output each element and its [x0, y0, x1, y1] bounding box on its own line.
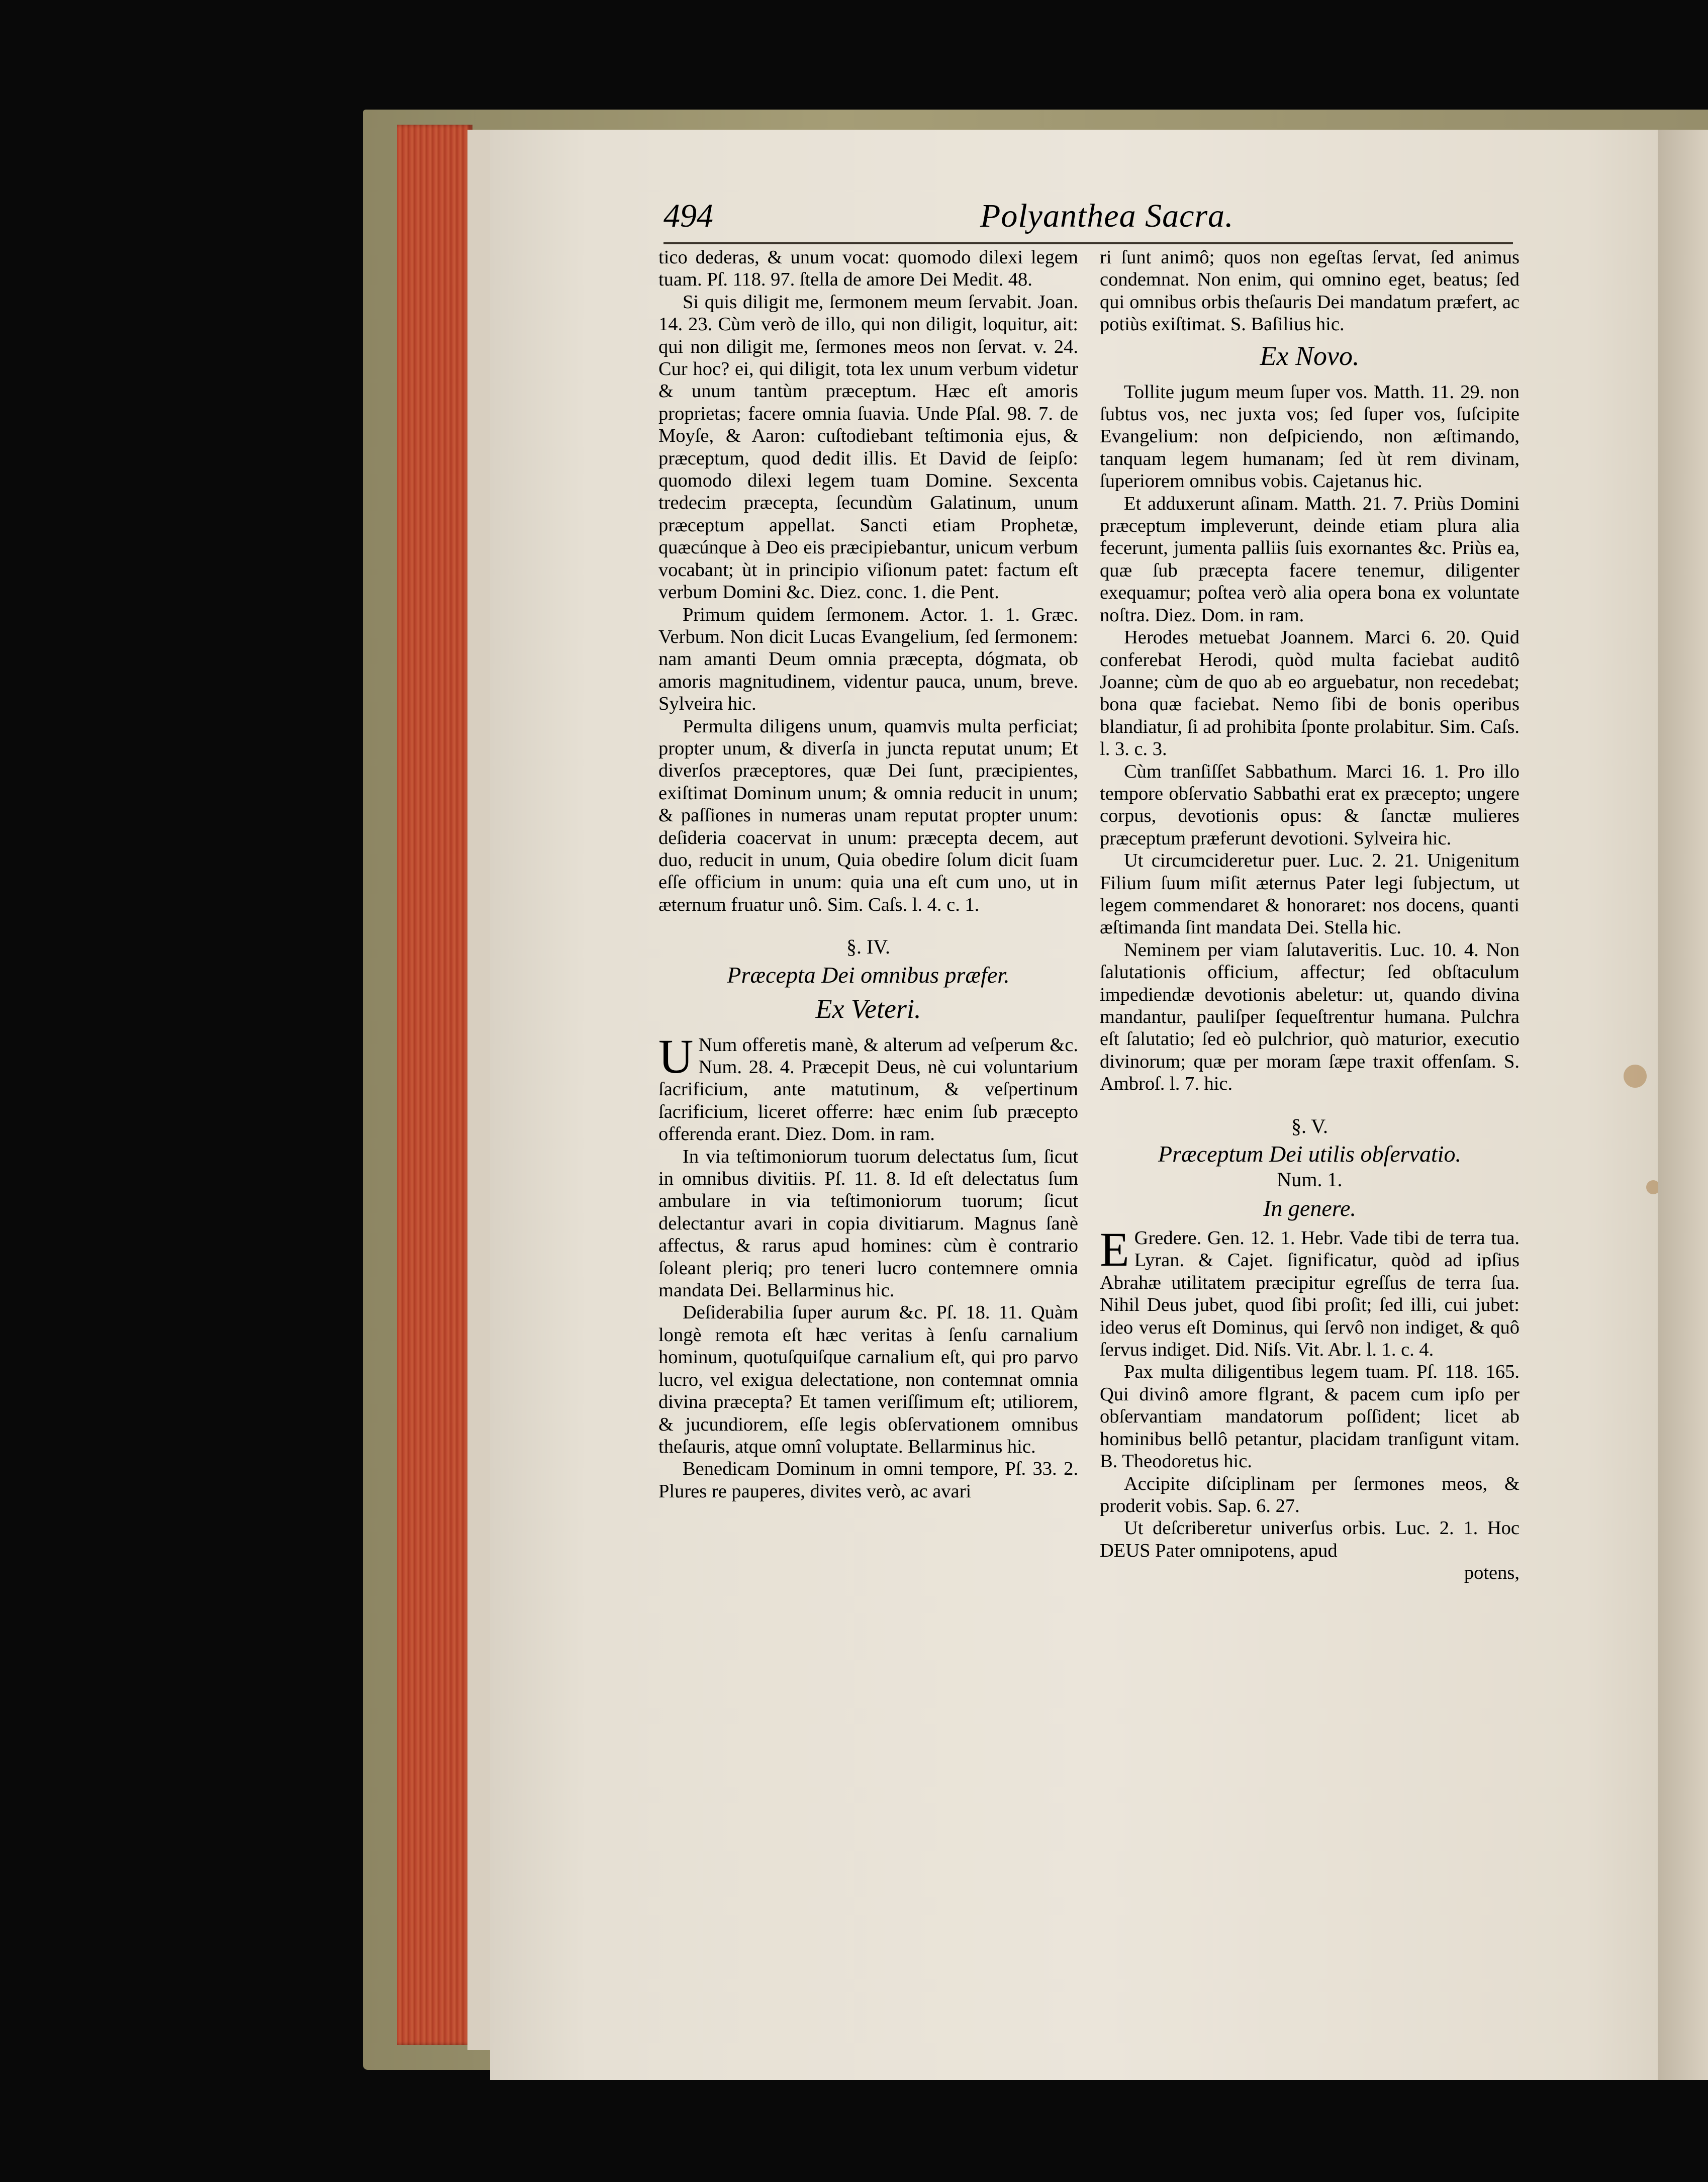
- drop-capital: U: [658, 1029, 694, 1083]
- paragraph: Et adduxerunt aſinam. Matth. 21. 7. Priùs Domini præceptum impleverunt, deinde etiam plura alia fecerunt, jumenta palliis ſuis exornantes &c. Priùs ea, quæ ſub præcepta facere tenemur, diligenter exequamur; poſtea verò alia opera bona ex voluntate noſtra. Diez. Dom. in ram.: [1100, 493, 1520, 626]
- paragraph: Pax multa diligentibus legem tuam. Pſ. 118. 165. Qui divinô amore flgrant, & pacem cum ipſo per obſervantiam mandatorum poſſident; licet ab hominibus bellô petantur, placidam tranſigunt vitam. B. Theodoretus hic.: [1100, 1361, 1520, 1472]
- paragraph-text: Num offeretis manè, & alterum ad veſperum &c. Num. 28. 4. Præcepit Deus, nè cui voluntarium ſacrificium, ante matutinum, & veſpertinum ſacrificium, liceret offerre: hæc enim ſub præcepto offerenda erant. Diez. Dom. in ram.: [658, 1034, 1078, 1145]
- drop-capital: E: [1100, 1222, 1129, 1277]
- number-label: Num. 1.: [1277, 1168, 1343, 1191]
- left-column: [658, 246, 1078, 1502]
- foxing-spot: [1624, 1065, 1647, 1088]
- paragraph: Herodes metuebat Joannem. Marci 6. 20. Quid conferebat Herodi, quòd multa faciebat auditô Joanne; cùm de quo ab eo arguebatur, non recedebat; bona quæ faciebat. Nemo ſibi de bonis operibus blandiatur, ſi ad prohibita ſponte prolabitur. Sim. Caſs. l. 3. c. 3.: [1100, 627, 1520, 760]
- catchword: potens,: [1464, 1562, 1520, 1584]
- right-column: [1100, 246, 1520, 1584]
- paragraph: Neminem per viam ſalutaveritis. Luc. 10. 4. Non ſalutationis officium, affectur; ſed obſtaculum impediendæ devotionis abeletur: ut, quando divina mandantur, pauliſper ſequeſtrentur humana. Pulchra eſt ſalutatio; ſed eò pulchrior, quò maturior, executio divinorum; quæ per moram ſæpe traxit offenſam. S. Ambroſ. l. 7. hic.: [1100, 939, 1520, 1095]
- paragraph: Cùm tranſiſſet Sabbathum. Marci 16. 1. Pro illo tempore obſervatio Sabbathi erat ex præcepto; ungere corpus, devotionis opus: & ſanctæ mulieres præceptum præferunt devotioni. Sylveira hic.: [1100, 761, 1520, 849]
- section-heading: Præcepta Dei omnibus præfer.: [727, 962, 1010, 988]
- section-subheading: Ex Veteri.: [815, 993, 921, 1024]
- section-mark: §. IV.: [846, 935, 891, 959]
- page-number: 494: [663, 198, 713, 234]
- section-subheading: Ex Novo.: [1260, 340, 1360, 371]
- paragraph: ri ſunt animô; quos non egeſtas ſervat, ſed animus condemnat. Non enim, qui omnino eget, beatus; ſed qui omnibus orbis theſauris Dei mandatum præfert, ac potiùs exiſtimat. S. Baſilius hic.: [1100, 247, 1520, 335]
- paragraph: tico dederas, & unum vocat: quomodo dilexi legem tuam. Pſ. 118. 97. ſtella de amore Dei Medit. 48.: [658, 247, 1078, 291]
- header-rule: [663, 242, 1513, 244]
- page-edges: [397, 125, 472, 2045]
- paragraph: [1100, 1222, 1520, 1361]
- section-mark: §. V.: [1291, 1114, 1328, 1137]
- page-header: [663, 197, 1503, 242]
- paragraph-text: Gredere. Gen. 12. 1. Hebr. Vade tibi de terra tua. Lyran. & Cajet. ſignificatur, quòd ad ipſius Abrahæ utilitatem præcipitur egreſſus de terra ſua. Nihil Deus jubet, quod ſibi proſit; ſed illi, cui jubet: ideo verus eſt Dominus, qui ſervô non indiget, & quô ſervus indiget. Did. Niſs. Vit. Abr. l. 1. c. 4.: [1100, 1227, 1520, 1361]
- paragraph: Ut deſcriberetur univerſus orbis. Luc. 2. 1. Hoc DEUS Pater omnipotens, apud: [1100, 1517, 1520, 1561]
- section-subheading: In genere.: [1263, 1195, 1356, 1221]
- paragraph: Accipite diſciplinam per ſermones meos, & proderit vobis. Sap. 6. 27.: [1100, 1473, 1520, 1516]
- section-heading: Præceptum Dei utilis obſervatio.: [1158, 1141, 1462, 1167]
- paragraph: Benedicam Dominum in omni tempore, Pſ. 33. 2. Plures re pauperes, divites verò, ac avari: [658, 1458, 1078, 1502]
- paragraph: Si quis diligit me, ſermonem meum ſervabit. Joan. 14. 23. Cùm verò de illo, qui non diligit, loquitur, ait: qui non diligit me, ſermones meos non ſervat. v. 24. Cur hoc? ei, qui diligit, tota lex unum verbum videtur & unum tantùm præceptum. Hæc eſt amoris proprietas; facere omnia ſuavia. Unde Pſal. 98. 7. de Moyſe, & Aaron: cuſtodiebant teſtimonia ejus, & præceptum, quod dedit illis. Et David de ſeipſo: quomodo dilexi legem tuam Domine. Sexcenta tredecim præcepta, ſecundùm Galatinum, unum præceptum appellat. Sancti etiam Prophetæ, quæcúnque à Deo eis præcipiebantur, unicum verbum vocabant; ùt in principio viſionum patet: factum eſt verbum Domini &c. Diez. conc. 1. die Pent.: [658, 291, 1078, 603]
- paragraph: Permulta diligens unum, quamvis multa perficiat; propter unum, & diverſa in juncta reputat unum; Et diverſos præceptores, quæ Dei ſunt, præcipientes, exiſtimat Dominum unum; & omnia reducit in unum; & paſſiones in numeras unam reputat propter unum: deſideria coacervat in unum: præcepta decem, aut duo, reducit in unum, Quia obedire ſolum dicit ſuam eſſe officium in unum: quia una eſt cum uno, ut in æternum fruatur unô. Sim. Caſs. l. 4. c. 1.: [658, 715, 1078, 915]
- paragraph: In via teſtimoniorum tuorum delectatus ſum, ſicut in omnibus divitiis. Pſ. 11. 8. Id eſt delectatus ſum ambulare in via teſtimoniorum tuorum; ſicut delectantur avari in copia divitiarum. Magnus ſanè affectus, & rarus apud homines: cùm è contrario ſoleant pleriq; pro teneri lucro contemnere omnia mandata Dei. Bellarminus hic.: [658, 1146, 1078, 1301]
- paragraph: Tollite jugum meum ſuper vos. Matth. 11. 29. non ſubtus vos, nec juxta vos; ſed ſuper vos, ſuſcipite Evangelium: non deſpiciendo, non æſtimando, tanquam legem humanam; ſed ùt rem divinam, ſuperiorem omnibus vobis. Cajetanus hic.: [1100, 381, 1520, 492]
- paragraph: Ut circumcideretur puer. Luc. 2. 21. Unigenitum Filium ſuum miſit æternus Pater legi ſubjectum, ut legem commendaret & honoraret: nos docens, quanti æſtimanda ſint mandata Dei. Stella hic.: [1100, 850, 1520, 938]
- paragraph: Primum quidem ſermonem. Actor. 1. 1. Græc. Verbum. Non dicit Lucas Evangelium, ſed ſermonem: nam amanti Deum omnia præcepta, dógmata, ob amoris magnitudinem, videntur pauca, unum, breve. Sylveira hic.: [658, 604, 1078, 715]
- facing-page-edge: [1658, 130, 1708, 2080]
- paragraph: [658, 1029, 1078, 1146]
- paragraph: Deſiderabilia ſuper aurum &c. Pſ. 18. 11. Quàm longè remota eſt hæc veritas à ſenſu carnalium hominum, quotuſquiſque carnalium eſt, qui pro parvo lucro, vel exigua delectatione, non contemnat omnia divina præcepta? Et tamen veriſſimum eſt; utiliorem, & jucundiorem, eſſe legis obſervationem omnibus theſauris, atque omnî voluptate. Bellarminus hic.: [658, 1302, 1078, 1457]
- running-title: Polyanthea Sacra.: [980, 198, 1234, 234]
